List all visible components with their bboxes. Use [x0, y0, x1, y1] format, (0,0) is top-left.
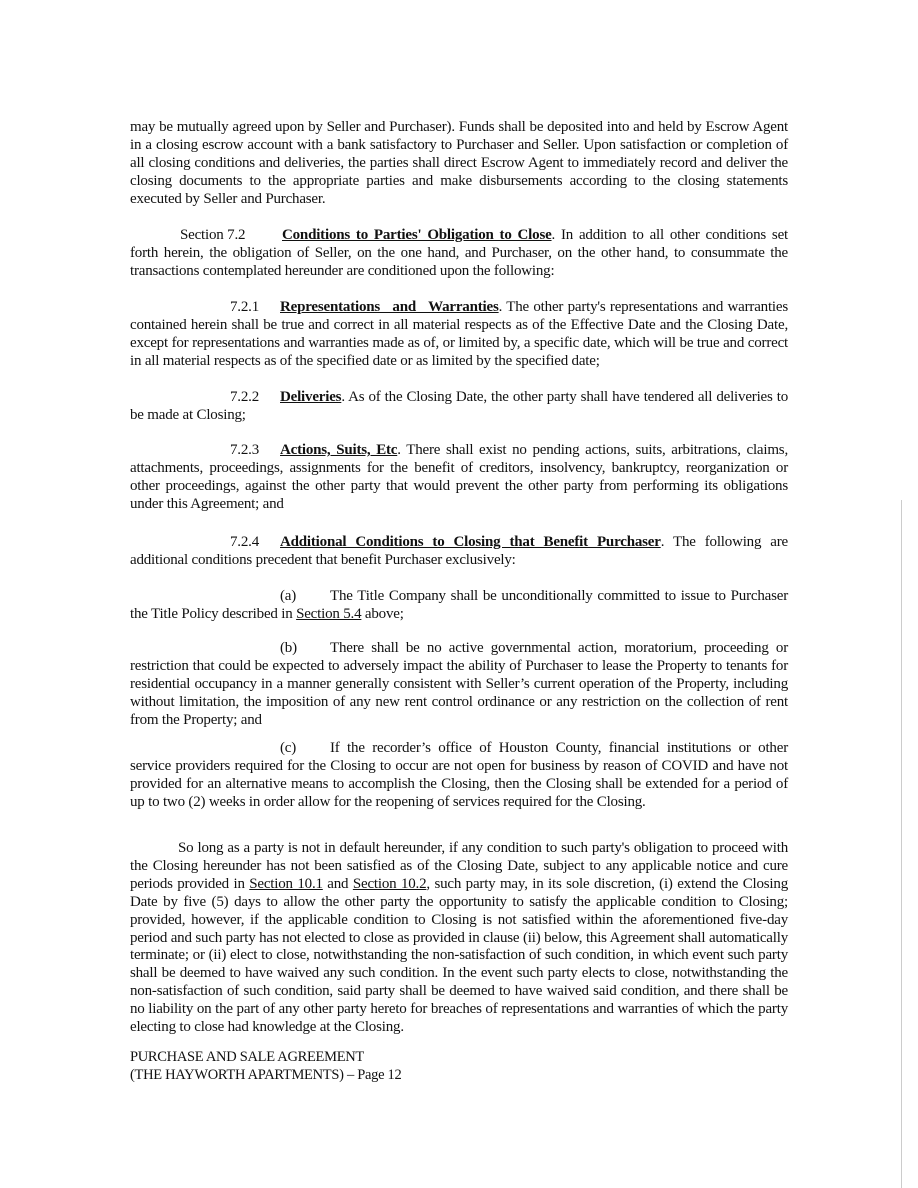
section-7-2-2 — [130, 389, 788, 425]
section-heading: Additional Conditions to Closing that Benefit Purchaser — [280, 534, 661, 550]
section-heading: Actions, Suits, Etc — [280, 442, 398, 458]
footer-title: PURCHASE AND SALE AGREEMENT — [130, 1049, 364, 1065]
section-10-1-reference: Section 10.1 — [249, 875, 323, 892]
section-7-2-1 — [130, 299, 788, 371]
section-heading: Deliveries — [280, 389, 342, 405]
scan-artifact-line — [901, 500, 902, 1188]
paragraph-final — [130, 840, 788, 1037]
section-text: . There shall exist no pending actions, suits, arbitrations, claims, attachments, proceedings, assignments for the benefit of creditors, insolvency, bankruptcy, reorganization or other proceedings, against the other party that would prevent the other party from performing its obligations under this Agreement; and — [130, 442, 788, 512]
subsection-b — [130, 640, 788, 730]
paragraph-intro: may be mutually agreed upon by Seller and Purchaser). Funds shall be deposited into and held by Escrow Agent in a closing escrow account with a bank satisfactory to Purchaser and Seller. Upon satisfaction or completion of all closing conditions and deliveries, the parties shall direct Escrow Agent to immediately record and deliver the closing documents to the appropriate parties and make disbursements according to the closing statements executed by Seller and Purchaser. — [130, 119, 788, 207]
section-number: 7.2.2 — [230, 389, 260, 405]
section-text: . The other party's representations and warranties contained herein shall be true and correct in all material respects as of the Effective Date and the Closing Date, except for representations and warranties made as of, or limited by, a specific date, which will be true and correct in all material respects as of the specified date or as limited by the specified date; — [130, 299, 788, 369]
subsection-label: (a) — [280, 588, 297, 604]
paragraph-text: and — [322, 875, 353, 892]
section-text: . In addition to all other conditions set forth herein, the obligation of Seller, on the one hand, and Purchaser, on the other hand, to consummate the transactions contemplated hereunder are conditioned upon the following: — [130, 227, 788, 279]
subsection-text-end: above; — [361, 605, 404, 622]
subsection-c — [130, 740, 788, 812]
subsection-text: If the recorder’s office of Houston County, financial institutions or other service providers required for the Closing to occur are not open for business by reason of COVID and have not provided for an alternative means to accomplish the Closing, then the Closing shall be extended for a period of up to two (2) weeks in order allow for the reopening of services required for the Closing. — [130, 740, 788, 810]
section-number: 7.2.4 — [230, 534, 260, 550]
subsection-text: The Title Company shall be unconditionally committed to issue to Purchaser the Title Policy described in — [130, 588, 788, 622]
subsection-label: (c) — [280, 740, 297, 756]
section-heading: Representations and Warranties — [280, 299, 499, 315]
section-number: 7.2.3 — [230, 442, 260, 458]
section-number: Section 7.2 — [180, 227, 246, 243]
paragraph-text: So long as a party is not in default hereunder, if any condition to such party's obligation to proceed with the Closing hereunder has not been satisfied as of the Closing Date, subject to any applicable notice and cure periods provided in — [130, 840, 788, 892]
section-heading: Conditions to Parties' Obligation to Close — [282, 227, 552, 243]
section-text: . As of the Closing Date, the other party shall have tendered all deliveries to be made at Closing; — [130, 389, 788, 423]
subsection-a — [130, 588, 788, 624]
paragraph-text: , such party may, in its sole discretion, (i) extend the Closing Date by five (5) days to allow the other party the opportunity to satisfy the applicable condition to Closing; provided, however, if the applicable condition to Closing is not satisfied within the aforementioned five-day period and such party has not elected to close as provided in clause (ii) below, this Agreement shall automatically terminate; or (ii) elect to close, notwithstanding the non-satisfaction of such condition, in which event such party shall be deemed to have waived any such condition. In the event such party elects to close, notwithstanding the non-satisfaction of such condition, said party shall be deemed to have waived said condition, and there shall be no liability on the part of any other party hereto for breaches of representations and warranties of which the party electing to close had knowledge at the Closing. — [130, 875, 788, 1036]
section-7-2-3 — [130, 442, 788, 514]
section-10-2-reference: Section 10.2 — [352, 875, 427, 892]
section-5-4-reference: Section 5.4 — [296, 605, 362, 622]
section-number: 7.2.1 — [230, 299, 260, 315]
subsection-text: There shall be no active governmental action, moratorium, proceeding or restriction that could be expected to adversely impact the ability of Purchaser to lease the Property to tenants for residential occupancy in a manner generally consistent with Seller’s current operation of the Property, including without limitation, the imposition of any new rent control ordinance or any restriction on the collection of rent from the Property; and — [130, 640, 788, 728]
subsection-label: (b) — [280, 640, 297, 656]
footer-page-number: (THE HAYWORTH APARTMENTS) – Page 12 — [130, 1067, 402, 1083]
section-text: . The following are additional conditions precedent that benefit Purchaser exclusively: — [130, 534, 788, 568]
page-footer — [130, 1048, 401, 1084]
section-7-2-4 — [130, 534, 788, 570]
section-7-2 — [130, 227, 788, 281]
